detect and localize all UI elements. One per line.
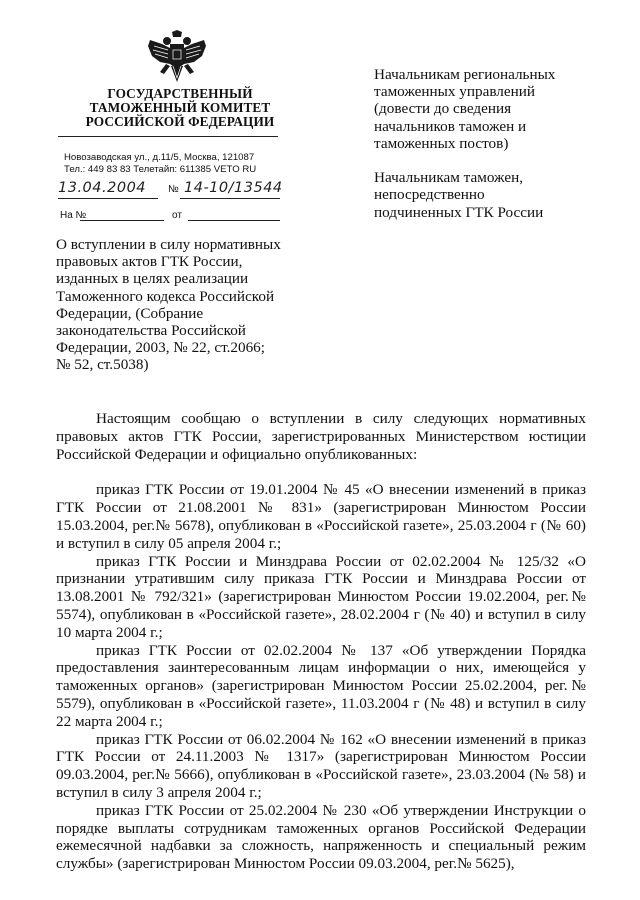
registration-date: 13.04.2004	[58, 180, 147, 196]
subject-line: законодательства Российской	[56, 322, 246, 340]
subject-line: Федерации, 2003, № 22, ст.2066;	[56, 339, 265, 357]
order-item: приказ ГТК России от 02.02.2004 № 137 «Об утверждении Порядка предоставления заинтересованным лицам информации о них, имеющейся у таможенных органов» (зарегистрирован Минюстом России 25.02.2004, рег.№ 5579), опубликован в «Российской газете», 11.03.2004 г (№ 48) и вступил в силу 22 марта 2004 г.;	[56, 641, 586, 730]
org-name-line-2: ТАМОЖЕННЫЙ КОМИТЕТ	[89, 100, 271, 115]
body-intro: Настоящим сообщаю о вступлении в силу следующих нормативных правовых актов ГТК России, зарегистрированных Министерством юстиции Российской Федерации и официально опубликованных:	[56, 410, 586, 463]
order-item: приказ ГТК России от 25.02.2004 № 230 «Об утверждении Инструкции о порядке выплаты сотрудникам таможенных органов Российской Федерации ежемесячной надбавки за сложность, напряженность и специальный режим службы» (зарегистрирован Минюстом России 09.03.2004, рег.№ 5625),	[56, 801, 586, 873]
org-phones: Тел.: 449 83 83 Телетайп: 611385 VETO RU	[64, 164, 257, 175]
reference-number-label: На №	[60, 210, 87, 221]
addressee-line: (довести до сведения	[374, 100, 512, 118]
addressee-line: подчиненных ГТК России	[374, 203, 544, 221]
addressee-line: Начальникам региональных	[374, 66, 556, 83]
addressee-line: начальников таможен и	[374, 117, 527, 135]
letter-body	[56, 410, 586, 873]
org-name-line-1: ГОСУДАРСТВЕННЫЙ	[107, 86, 253, 101]
addressee-line: таможенных постов)	[374, 134, 509, 152]
registration-number-label: №	[168, 184, 179, 195]
addressee-line: Начальникам таможен,	[374, 169, 524, 187]
reference-number-underline	[80, 220, 164, 221]
subject-line: Федерации, (Собрание	[56, 304, 204, 322]
subject-line: правовых актов ГТК России,	[56, 253, 243, 271]
org-name-line-3: РОССИЙСКОЙ ФЕДЕРАЦИИ	[85, 114, 275, 129]
subject-line: О вступлении в силу нормативных	[56, 236, 281, 253]
double-headed-eagle-icon	[148, 30, 206, 84]
reference-date-underline	[188, 220, 280, 221]
org-address: Новозаводская ул., д.11/5, Москва, 121087	[64, 152, 255, 163]
addressee-line: непосредственно	[374, 186, 485, 204]
addressees-block	[374, 66, 624, 221]
subject-line: изданных в целях реализации	[56, 270, 249, 288]
addressee-line: таможенных управлений	[374, 83, 536, 101]
registration-number: 14-10/13544	[184, 180, 283, 196]
order-item: приказ ГТК России от 06.02.2004 № 162 «О внесении изменений в приказ ГТК России от 24.11.2003 № 1317» (зарегистрирован Минюстом России 09.03.2004, рег.№ 5666), опубликован в «Российской газете», 23.03.2004 (№ 58) и вступил в силу 3 апреля 2004 г.;	[56, 730, 586, 801]
subject-line: Таможенного кодекса Российской	[56, 287, 275, 305]
date-underline	[58, 198, 158, 199]
number-underline	[180, 198, 280, 199]
order-item: приказ ГТК России и Минздрава России от 02.02.2004 № 125/32 «О признании утратившим силу приказа ГТК России и Минздрава России от 13.08.2001 № 792/321» (зарегистрирован Минюстом России 19.02.2004, рег.№ 5574), опубликован в «Российской газете», 28.02.2004 г (№ 40) и вступил в силу 10 марта 2004 г.;	[56, 552, 586, 641]
subject-line: № 52, ст.5038)	[56, 356, 149, 374]
order-item: приказ ГТК России от 19.01.2004 № 45 «О внесении изменений в приказ ГТК России от 21.08.2001 № 831» (зарегистрирован Минюстом России 15.03.2004, рег.№ 5678), опубликован в «Российской газете», 25.03.2004 г (№ 60) и вступил в силу 05 апреля 2004 г.;	[56, 481, 586, 552]
header-divider	[58, 136, 278, 137]
letter-subject	[56, 236, 326, 374]
reference-date-label: от	[172, 210, 182, 221]
